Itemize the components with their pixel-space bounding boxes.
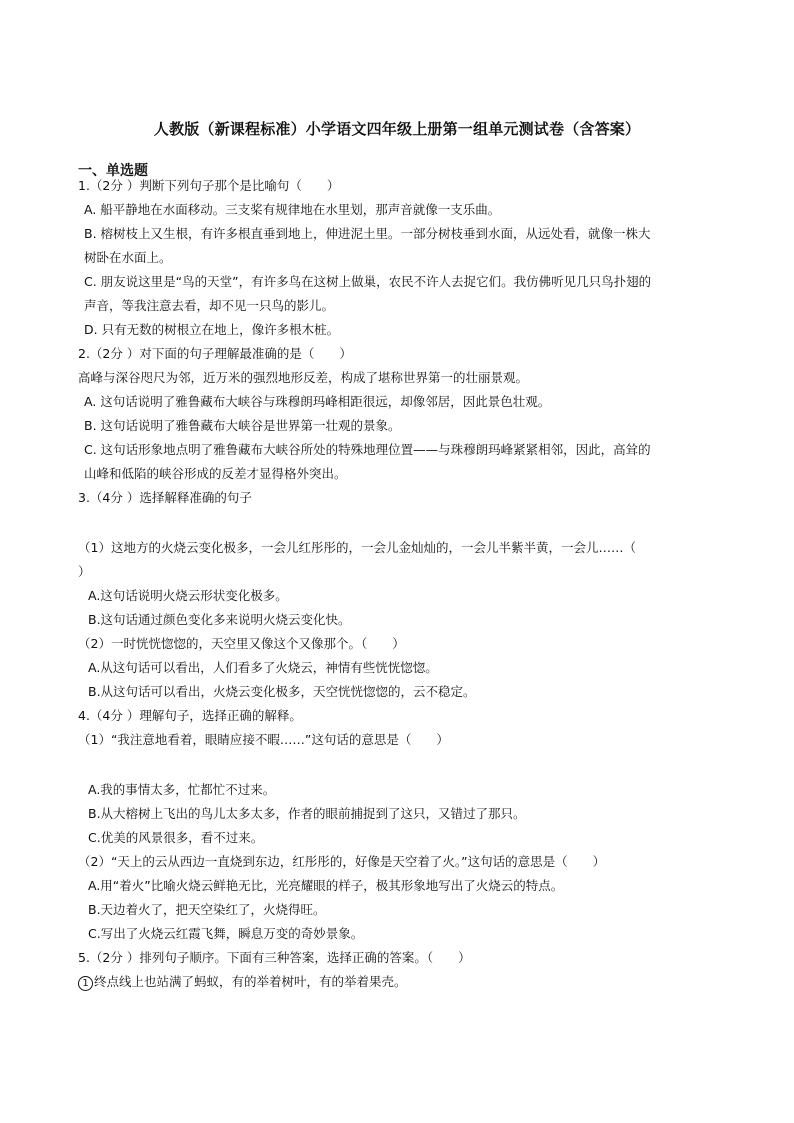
question-3: 3.（4分 ）选择解释准确的句子 bbox=[78, 490, 252, 505]
question-sentence: 高峰与深谷咫尺为邻，近万米的强烈地形反差，构成了堪称世界第一的壮丽景观。 bbox=[78, 370, 529, 385]
option-text: D. 只有无数的树根立在地上，像许多根木桩。 bbox=[84, 322, 340, 337]
ordered-sentence bbox=[78, 972, 407, 992]
sub-question-cont: ） bbox=[78, 564, 91, 579]
option-text: B.从这句话可以看出，火烧云变化极多，天空恍恍惚惚的，云不稳定。 bbox=[88, 684, 476, 699]
option-text: A.用“着火”比喻火烧云鲜艳无比，光亮耀眼的样子，极其形象地写出了火烧云的特点。 bbox=[88, 878, 564, 893]
sub-question: （2）“天上的云从西边一直烧到东边，红彤彤的，好像是天空着了火。”这句话的意思是（ ） bbox=[78, 854, 606, 869]
option-text: B.这句话通过颜色变化多来说明火烧云变化快。 bbox=[88, 612, 351, 627]
section-heading: 一、单选题 bbox=[78, 163, 148, 179]
option-text: A. 这句话说明了雅鲁藏布大峡谷与珠穆朗玛峰相距很远，却像邻居，因此景色壮观。 bbox=[84, 394, 551, 409]
option-text: C.优美的风景很多，看不过来。 bbox=[88, 830, 264, 845]
sentence-text: 终点线上也站满了蚂蚁，有的举着树叶，有的举着果壳。 bbox=[94, 974, 407, 989]
option-text: 山峰和低陷的峡谷形成的反差才显得格外突出。 bbox=[84, 466, 347, 481]
option-text: 声音，等我注意去看，却不见一只鸟的影儿。 bbox=[84, 298, 335, 313]
option-text: B. 榕树枝上又生根，有许多根直垂到地上，伸进泥土里。一部分树枝垂到水面，从远处看，就像一株大 bbox=[84, 226, 651, 241]
option-text: C. 朋友说这里是“鸟的天堂”，有许多鸟在这树上做巢，农民不许人去捉它们。我仿佛听见几只鸟扑翅的 bbox=[84, 274, 652, 289]
option-text: B. 这句话说明了雅鲁藏布大峡谷是世界第一壮观的景象。 bbox=[84, 418, 401, 433]
option-text: A.这句话说明火烧云形状变化极多。 bbox=[88, 588, 288, 603]
option-text: 树卧在水面上。 bbox=[84, 250, 172, 265]
circled-number: 1 bbox=[78, 976, 93, 991]
question-4: 4.（4分 ）理解句子，选择正确的解释。 bbox=[78, 708, 302, 723]
page-title: 人教版（新课程标准）小学语文四年级上册第一组单元测试卷（含答案） bbox=[153, 120, 641, 138]
option-text: A.从这句话可以看出，人们看多了火烧云，神情有些恍恍惚惚。 bbox=[88, 660, 438, 675]
option-text: C.写出了火烧云红霞飞舞，瞬息万变的奇妙景象。 bbox=[88, 926, 364, 941]
sub-question: （2）一时恍恍惚惚的，天空里又像这个又像那个。（ ） bbox=[78, 636, 405, 651]
question-5: 5.（2分 ）排列句子顺序。下面有三种答案，选择正确的答案。（ ） bbox=[78, 950, 471, 965]
option-text: C. 这句话形象地点明了雅鲁藏布大峡谷所处的特殊地理位置——与珠穆朗玛峰紧紧相邻，因此，高耸的 bbox=[84, 442, 651, 457]
sub-question: （1）这地方的火烧云变化极多，一会儿红彤彤的，一会儿金灿灿的，一会儿半紫半黄，一会儿……（ bbox=[78, 540, 636, 555]
option-text: A. 船平静地在水面移动。三支桨有规律地在水里划，那声音就像一支乐曲。 bbox=[84, 202, 501, 217]
option-text: A.我的事情太多，忙都忙不过来。 bbox=[88, 782, 276, 797]
sub-question: （1）“我注意地看着，眼睛应接不暇……”这句话的意思是（ ） bbox=[78, 732, 449, 747]
option-text: B.天边着火了，把天空染红了，火烧得旺。 bbox=[88, 902, 326, 917]
option-text: B.从大榕树上飞出的鸟儿太多太多，作者的眼前捕捉到了这只，又错过了那只。 bbox=[88, 806, 526, 821]
question-2: 2.（2分 ）对下面的句子理解最准确的是（ ） bbox=[78, 346, 352, 361]
question-1: 1.（2分 ）判断下列句子那个是比喻句（ ） bbox=[78, 178, 340, 193]
